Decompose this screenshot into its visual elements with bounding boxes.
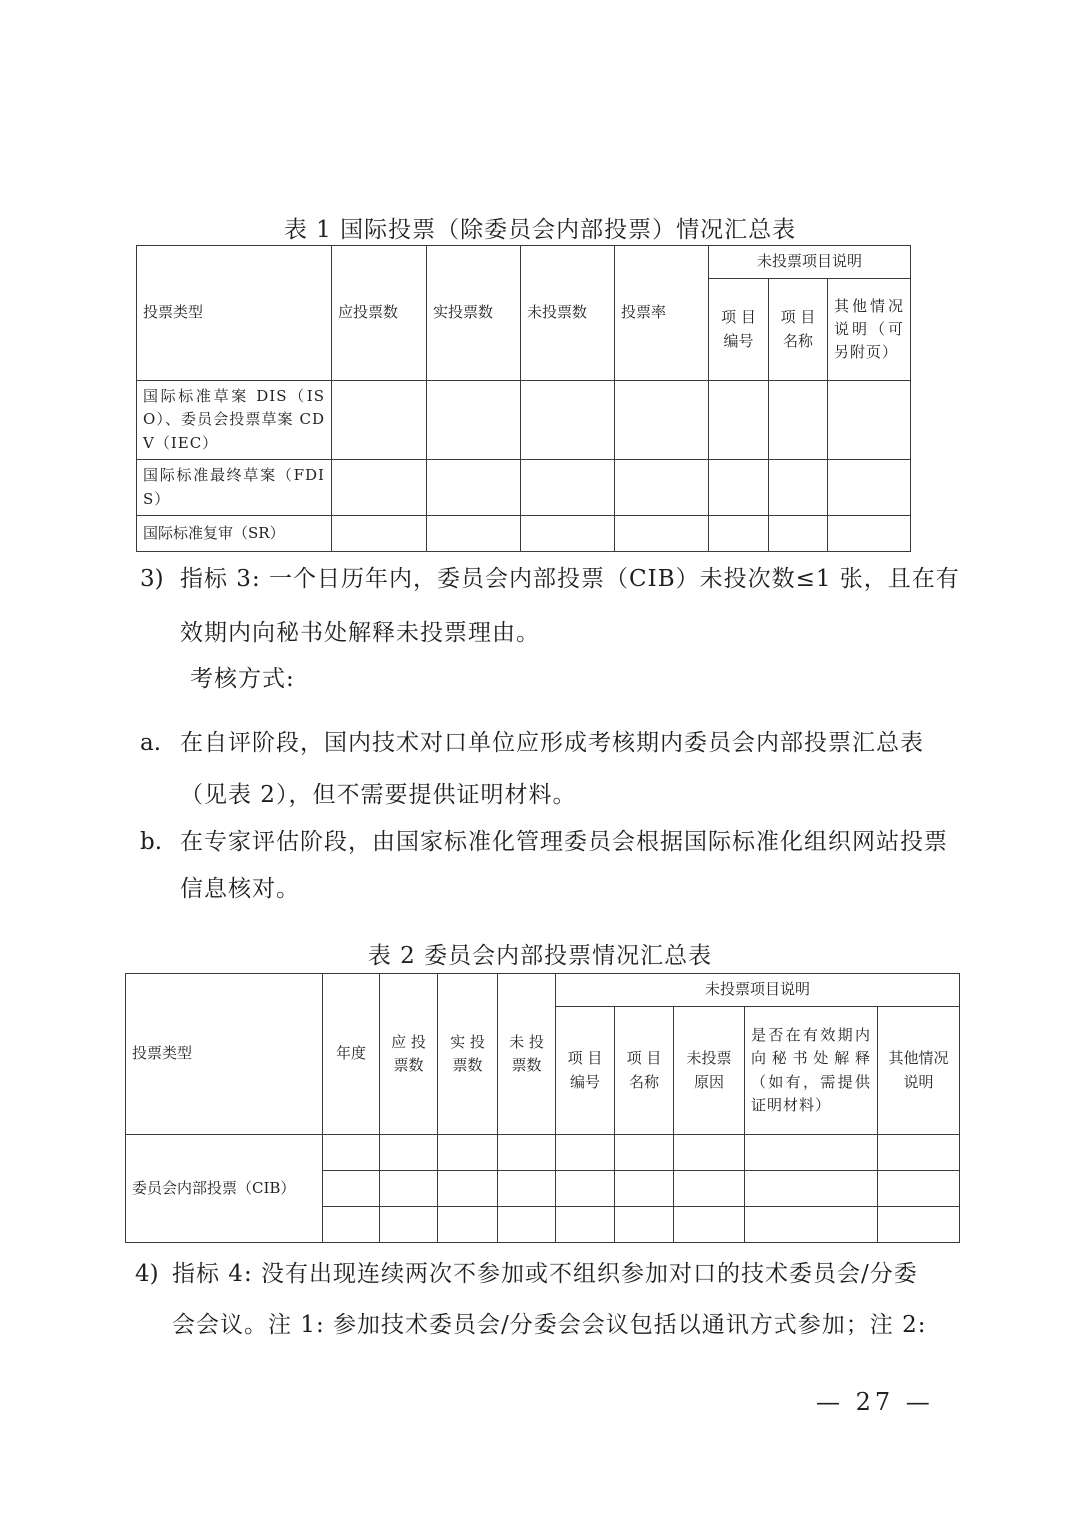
t2-cell: [615, 1207, 674, 1243]
t2-cell: [878, 1135, 960, 1171]
t1-cell: [709, 516, 769, 552]
item-a-line1: 在自评阶段，国内技术对口单位应形成考核期内委员会内部投票汇总表: [180, 730, 924, 756]
t2-header-proj-name: 项 目 名称: [615, 1007, 674, 1135]
t1-cell: [769, 516, 828, 552]
item-b-line1: 在专家评估阶段，由国家标准化管理委员会根据国际标准化组织网站投票: [180, 829, 948, 855]
table2-caption: 表 2 委员会内部投票情况汇总表: [367, 943, 713, 969]
t1-cell: [828, 381, 911, 460]
t1-cell: [828, 516, 911, 552]
t2-cell: [323, 1171, 380, 1207]
t2-header-explained: 是否在有效期内向秘书处解释（如有，需提供证明材料）: [745, 1007, 878, 1135]
t1-header-not: 未投票数: [521, 246, 615, 381]
t2-header-other: 其他情况说明: [878, 1007, 960, 1135]
t2-header-actual: 实 投 票数: [438, 974, 498, 1135]
t1-cell: [427, 460, 521, 516]
indicator4-line2: 会会议。注 1: 参加技术委员会/分委会会议包括以通讯方式参加；注 2:: [172, 1312, 927, 1338]
indicator3-label: 3): [140, 566, 164, 592]
t2-cell: [674, 1207, 745, 1243]
page-number: — 27 —: [816, 1388, 934, 1416]
indicator4-label: 4): [135, 1261, 159, 1287]
t2-cell: [878, 1171, 960, 1207]
table1: [136, 245, 911, 552]
t2-cell: [438, 1171, 498, 1207]
t2-cell: [323, 1135, 380, 1171]
t2-cell: [380, 1207, 438, 1243]
t2-cell: [498, 1207, 556, 1243]
t1-cell: [615, 381, 709, 460]
t2-row-label: 委员会内部投票（CIB）: [126, 1135, 323, 1243]
t1-header-rate: 投票率: [615, 246, 709, 381]
t2-cell: [674, 1171, 745, 1207]
t1-cell: [332, 381, 427, 460]
t1-row-label: 国际标准最终草案（FDIS）: [137, 460, 332, 516]
t2-cell: [556, 1207, 615, 1243]
t2-cell: [615, 1135, 674, 1171]
indicator3-line2: 效期内向秘书处解释未投票理由。: [180, 620, 540, 646]
indicator3-line1: 指标 3: 一个日历年内，委员会内部投票（CIB）未投次数≤1 张，且在有: [180, 566, 960, 592]
t2-cell: [438, 1207, 498, 1243]
item-b-label: b.: [140, 829, 163, 855]
t2-cell: [498, 1135, 556, 1171]
t2-cell: [438, 1135, 498, 1171]
item-a-label: a.: [140, 730, 162, 756]
t2-header-reason: 未投票原因: [674, 1007, 745, 1135]
t2-header-year: 年度: [323, 974, 380, 1135]
t1-cell: [332, 460, 427, 516]
t1-row-label: 国际标准草案 DIS（ISO）、委员会投票草案 CDV（IEC）: [137, 381, 332, 460]
t2-cell: [745, 1171, 878, 1207]
t1-cell: [709, 460, 769, 516]
t2-cell: [498, 1171, 556, 1207]
t2-header-should: 应 投 票数: [380, 974, 438, 1135]
table2: [125, 973, 960, 1243]
t2-header-not: 未 投 票数: [498, 974, 556, 1135]
t1-cell: [521, 460, 615, 516]
item-a-line2: （见表 2），但不需要提供证明材料。: [180, 782, 577, 808]
t1-cell: [521, 516, 615, 552]
t2-header-group: 未投票项目说明: [556, 974, 960, 1007]
t2-cell: [323, 1207, 380, 1243]
t1-cell: [521, 381, 615, 460]
t2-header-proj-no: 项 目 编号: [556, 1007, 615, 1135]
t2-cell: [745, 1135, 878, 1171]
t1-header-other: 其他情况说明（可另附页）: [828, 279, 911, 381]
table1-caption: 表 1 国际投票（除委员会内部投票）情况汇总表: [283, 217, 797, 243]
t2-cell: [878, 1207, 960, 1243]
t2-cell: [745, 1207, 878, 1243]
t2-cell: [556, 1135, 615, 1171]
t1-header-proj-no: 项 目 编号: [709, 279, 769, 381]
t1-cell: [769, 460, 828, 516]
t1-header-group: 未投票项目说明: [709, 246, 911, 279]
t2-cell: [380, 1135, 438, 1171]
t1-cell: [615, 460, 709, 516]
t1-header-type: 投票类型: [137, 246, 332, 381]
t2-cell: [380, 1171, 438, 1207]
t2-cell: [615, 1171, 674, 1207]
t2-cell: [556, 1171, 615, 1207]
t1-cell: [769, 381, 828, 460]
t1-cell: [615, 516, 709, 552]
t1-header-proj-name: 项 目 名称: [769, 279, 828, 381]
t2-cell: [674, 1135, 745, 1171]
t1-header-should: 应投票数: [332, 246, 427, 381]
t1-cell: [709, 381, 769, 460]
assessment-method: 考核方式:: [190, 666, 295, 692]
item-b-line2: 信息核对。: [180, 876, 300, 902]
t1-row-label: 国际标准复审（SR）: [137, 516, 332, 552]
t1-cell: [332, 516, 427, 552]
t2-header-type: 投票类型: [126, 974, 323, 1135]
t1-cell: [427, 516, 521, 552]
t1-header-actual: 实投票数: [427, 246, 521, 381]
t1-cell: [427, 381, 521, 460]
t1-cell: [828, 460, 911, 516]
indicator4-line1: 指标 4: 没有出现连续两次不参加或不组织参加对口的技术委员会/分委: [172, 1261, 918, 1287]
